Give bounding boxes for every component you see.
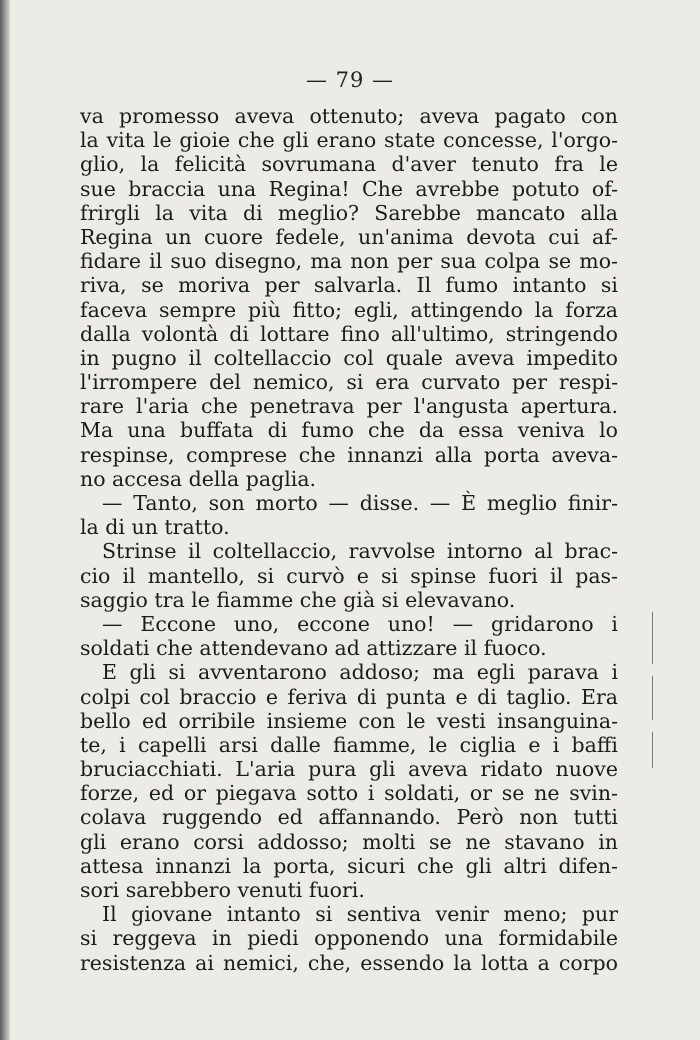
text-line: in pugno il coltellaccio col quale aveva impedito [80, 345, 618, 370]
text-line: l'irrompere del nemico, si era curvato per respi- [80, 370, 618, 395]
body-text [80, 104, 618, 975]
text-line: Strinse il coltellaccio, ravvolse intorno al brac- [102, 539, 618, 564]
text-line: saggio tra le fiamme che già si elevavano. [80, 587, 516, 612]
text-line: resistenza ai nemici, che, essendo la lotta a corpo [80, 950, 618, 975]
text-line: soldati che attendevano ad attizzare il fuoco. [80, 636, 547, 661]
text-line: Regina un cuore fedele, un'anima devota cui af- [80, 224, 618, 249]
text-line: glio, la felicità sovrumana d'aver tenuto fra le [80, 152, 618, 177]
text-line: forze, ed or piegava sotto i soldati, or se ne svin- [80, 781, 618, 806]
text-line: Il giovane intanto si sentiva venir meno; pur [102, 902, 618, 927]
text-line: colpi col braccio e feriva di punta e di taglio. Era [80, 684, 618, 709]
text-line: E gli si avventarono addoso; ma egli parava i [102, 660, 618, 685]
text-line: frirgli la vita di meglio? Sarebbe mancato alla [80, 200, 618, 225]
text-line: te, i capelli arsi dalle fiamme, le ciglia e i baffi [80, 732, 618, 757]
text-line: sue braccia una Regina! Che avrebbe potuto of- [80, 176, 618, 201]
text-line: attesa innanzi la porta, sicuri che gli altri difen- [80, 853, 618, 878]
text-line: dalla volontà di lottare fino all'ultimo, stringendo [80, 321, 618, 346]
text-line: bruciacchiati. L'aria pura gli aveva ridato nuove [80, 757, 618, 782]
text-line: — Tanto, son morto — disse. — È meglio finir- [102, 491, 618, 515]
text-line: faceva sempre più fitto; egli, attingendo la forza [80, 297, 618, 322]
text-line: sori sarebbero venuti fuori. [80, 878, 365, 902]
margin-mark [652, 612, 653, 664]
page-binding-edge [0, 0, 10, 1040]
text-line: va promesso aveva ottenuto; aveva pagato con [80, 104, 618, 128]
text-line: no accesa della paglia. [80, 466, 317, 491]
text-line: — Eccone uno, eccone uno! — gridarono i [102, 611, 618, 636]
text-line: rare l'aria che penetrava per l'angusta apertura. [80, 394, 618, 419]
text-line: la di un tratto. [80, 515, 230, 540]
text-line: bello ed orribile insieme con le vesti insanguina- [80, 708, 618, 733]
margin-mark [652, 732, 653, 768]
text-line: Ma una buffata di fumo che da essa veniva lo [80, 418, 618, 443]
text-line: respinse, comprese che innanzi alla porta aveva- [80, 442, 618, 467]
text-line: fidare il suo disegno, ma non per sua colpa se mo- [80, 249, 618, 274]
text-line: la vita le gioie che gli erano state concesse, l'orgo- [80, 128, 618, 153]
page-number: — 79 — [305, 68, 395, 92]
text-line: si reggeva in piedi opponendo una formidabile [80, 926, 618, 951]
text-line: cio il mantello, si curvò e si spinse fuori il pas- [80, 563, 618, 588]
text-line: gli erano corsi addosso; molti se ne stavano in [80, 829, 618, 854]
margin-mark [652, 676, 653, 720]
text-line: colava ruggendo ed affannando. Però non tutti [80, 805, 618, 830]
text-line: riva, se moriva per salvarla. Il fumo intanto si [80, 273, 618, 298]
